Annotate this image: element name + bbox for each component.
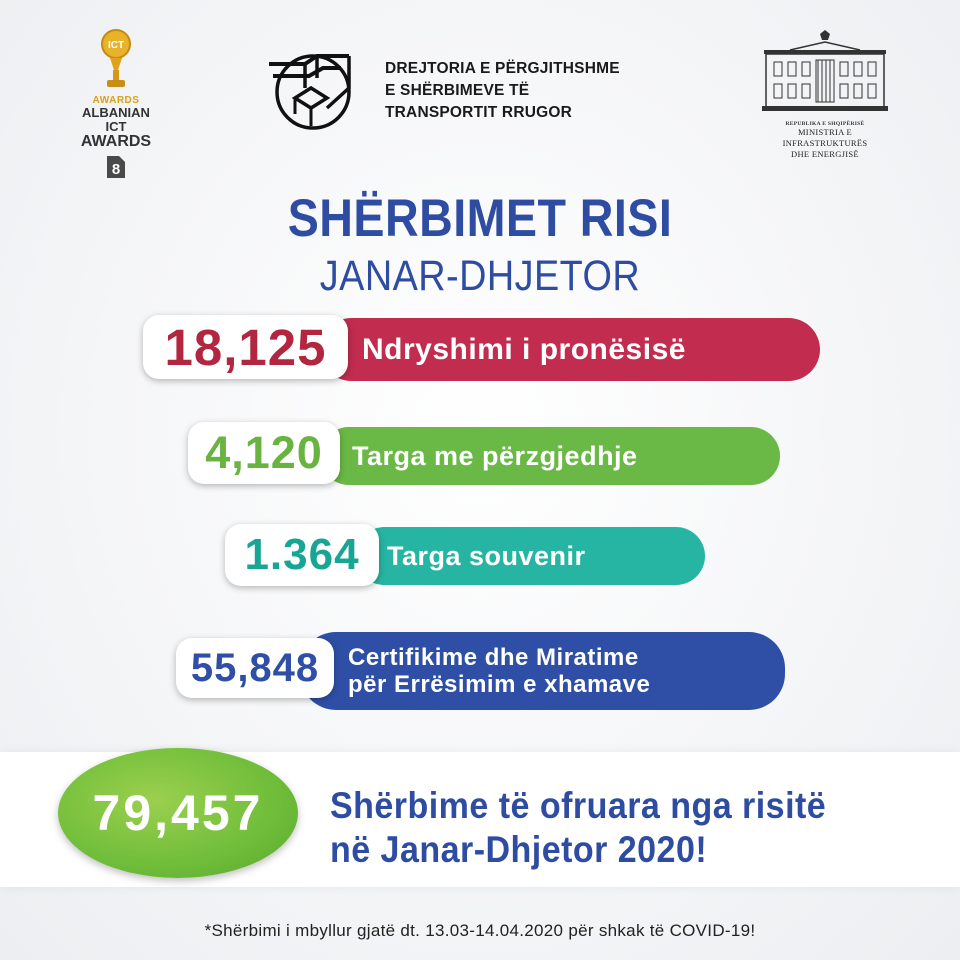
stat-label-selected-plates: Targa me përzgjedhje	[320, 427, 780, 485]
trophy-badge-text: ICT	[107, 40, 125, 51]
total-description-line2: në Janar-Dhjetor 2020!	[330, 829, 708, 870]
ministry-name-line2: DHE ENERGJISË	[791, 149, 859, 159]
stat-label-ownership-change: Ndryshimi i pronësisë	[320, 318, 820, 381]
stat-label-souvenir-plates: Targa souvenir	[355, 527, 705, 585]
trophy-icon	[96, 28, 136, 90]
ministry-republic-text: REPUBLIKA E SHQIPËRISË	[785, 121, 865, 127]
stat-label-window-tinting-line1: Certifikime dhe Miratime	[348, 644, 639, 671]
footnote: *Shërbimi i mbyllur gjatë dt. 13.03-14.04.2020 për shkak të COVID-19!	[204, 921, 756, 940]
stat-value-selected-plates: 4,120	[188, 422, 340, 484]
eight-edition-icon	[105, 154, 127, 180]
ministry-logo	[760, 30, 890, 159]
page-subtitle: JANAR-DHJETOR	[319, 252, 641, 300]
total-description	[330, 784, 900, 872]
total-description-line1: Shërbime të ofruara nga risitë	[330, 785, 827, 826]
total-value: 79,457	[92, 785, 264, 841]
albanian-ict-text: ALBANIAN ICT	[82, 105, 150, 134]
awards-ribbon-text: AWARDS	[92, 95, 140, 106]
ministry-building-icon	[760, 30, 890, 114]
dpshtrr-name-line1: DREJTORIA E PËRGJITHSHME	[385, 60, 620, 77]
ministry-name-line1: MINISTRIA E INFRASTRUKTURËS	[782, 127, 868, 148]
stat-value-window-tinting: 55,848	[176, 638, 334, 698]
awards-text: AWARDS	[80, 133, 152, 150]
dpshtrr-name	[385, 58, 665, 124]
dpshtrr-name-line3: TRANSPORTIT RRUGOR	[385, 104, 573, 121]
page-title: SHËRBIMET RISI	[287, 189, 673, 248]
stat-value-ownership-change: 18,125	[143, 315, 348, 379]
svg-text:8: 8	[111, 161, 121, 178]
total-badge	[58, 748, 298, 878]
stat-value-souvenir-plates: 1.364	[225, 524, 379, 586]
dpshtrr-emblem-icon	[265, 48, 355, 133]
stat-label-window-tinting-line2: për Errësimim e xhamave	[348, 671, 651, 698]
dpshtrr-name-line2: E SHËRBIMEVE TË	[385, 82, 530, 99]
albanian-ict-awards-logo	[70, 28, 162, 178]
stat-label-window-tinting	[300, 632, 785, 710]
